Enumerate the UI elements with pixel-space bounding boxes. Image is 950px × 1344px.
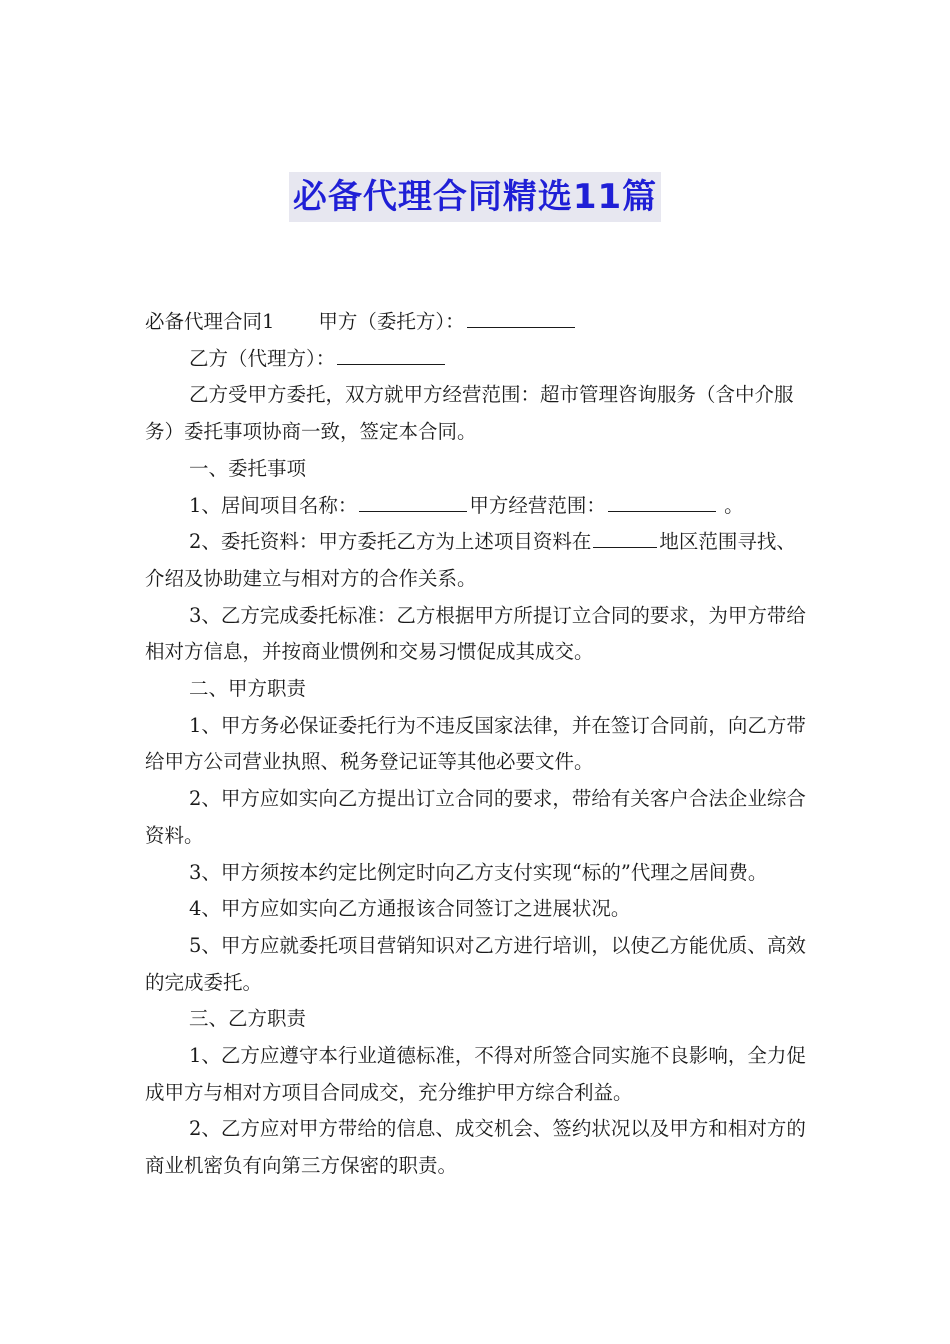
party-b-duty-1: 1、乙方应遵守本行业道德标准，不得对所签合同实施不良影响，全力促成甲方与相对方项目合同成交，充分维护甲方综合利益。	[145, 1044, 806, 1104]
party-a-duty-5: 5、甲方应就委托项目营销知识对乙方进行培训，以使乙方能优质、高效的完成委托。	[145, 933, 806, 994]
party-b-line	[145, 341, 810, 378]
party-a-label: 甲方（委托方）：	[318, 310, 465, 333]
item-1-name-label: 1、居间项目名称：	[189, 493, 358, 517]
intro-paragraph: 乙方受甲方委托，双方就甲方经营范围：超市管理咨询服务（含中介服务）委托事项协商一致，签定本合同。	[145, 383, 794, 444]
item-2-text-a: 2、委托资料：甲方委托乙方为上述项目资料在	[189, 530, 592, 554]
section-heading-1: 一、委托事项	[189, 456, 307, 480]
party-a-duty-2: 2、甲方应如实向乙方提出订立合同的要求，带给有关客户合法企业综合资料。	[145, 787, 806, 847]
party-a-blank	[467, 307, 575, 328]
title-container	[0, 172, 950, 222]
contract-number: 必备代理合同1	[145, 310, 275, 333]
party-b-label: 乙方（代理方）：	[189, 346, 336, 370]
item-2-text-b: 地区范围寻找、介绍及协助建立与相对方的合作关系。	[145, 530, 796, 590]
item-1-scope-label: 甲方经营范围：	[469, 493, 606, 517]
item-3-paragraph: 3、乙方完成委托标准：乙方根据甲方所提订立合同的要求，为甲方带给相对方信息，并按商业惯例和交易习惯促成其成交。	[145, 603, 806, 664]
party-a-duty-3: 3、甲方须按本约定比例定时向乙方支付实现“标的”代理之居间费。	[189, 860, 768, 884]
item-1-name-blank	[359, 491, 467, 512]
item-1-paragraph	[145, 488, 810, 525]
document-title: 必备代理合同精选11篇	[289, 172, 661, 222]
party-b-blank	[337, 344, 445, 365]
section-heading-2: 二、甲方职责	[189, 677, 307, 701]
item-1-period: 。	[724, 493, 744, 517]
item-1-scope-blank	[608, 491, 716, 512]
section-heading-3: 三、乙方职责	[189, 1007, 307, 1031]
party-a-duty-4: 4、甲方应如实向乙方通报该合同签订之进展状况。	[189, 897, 631, 921]
item-2-region-blank	[593, 527, 657, 548]
party-a-duty-1: 1、甲方务必保证委托行为不违反国家法律，并在签订合同前，向乙方带给甲方公司营业执照、税务登记证等其他必要文件。	[145, 713, 806, 774]
contract-header-line	[145, 304, 810, 341]
party-b-duty-2: 2、乙方应对甲方带给的信息、成交机会、签约状况以及甲方和相对方的商业机密负有向第三方保密的职责。	[145, 1117, 806, 1178]
document-body	[145, 304, 810, 1185]
item-2-paragraph	[145, 524, 810, 597]
